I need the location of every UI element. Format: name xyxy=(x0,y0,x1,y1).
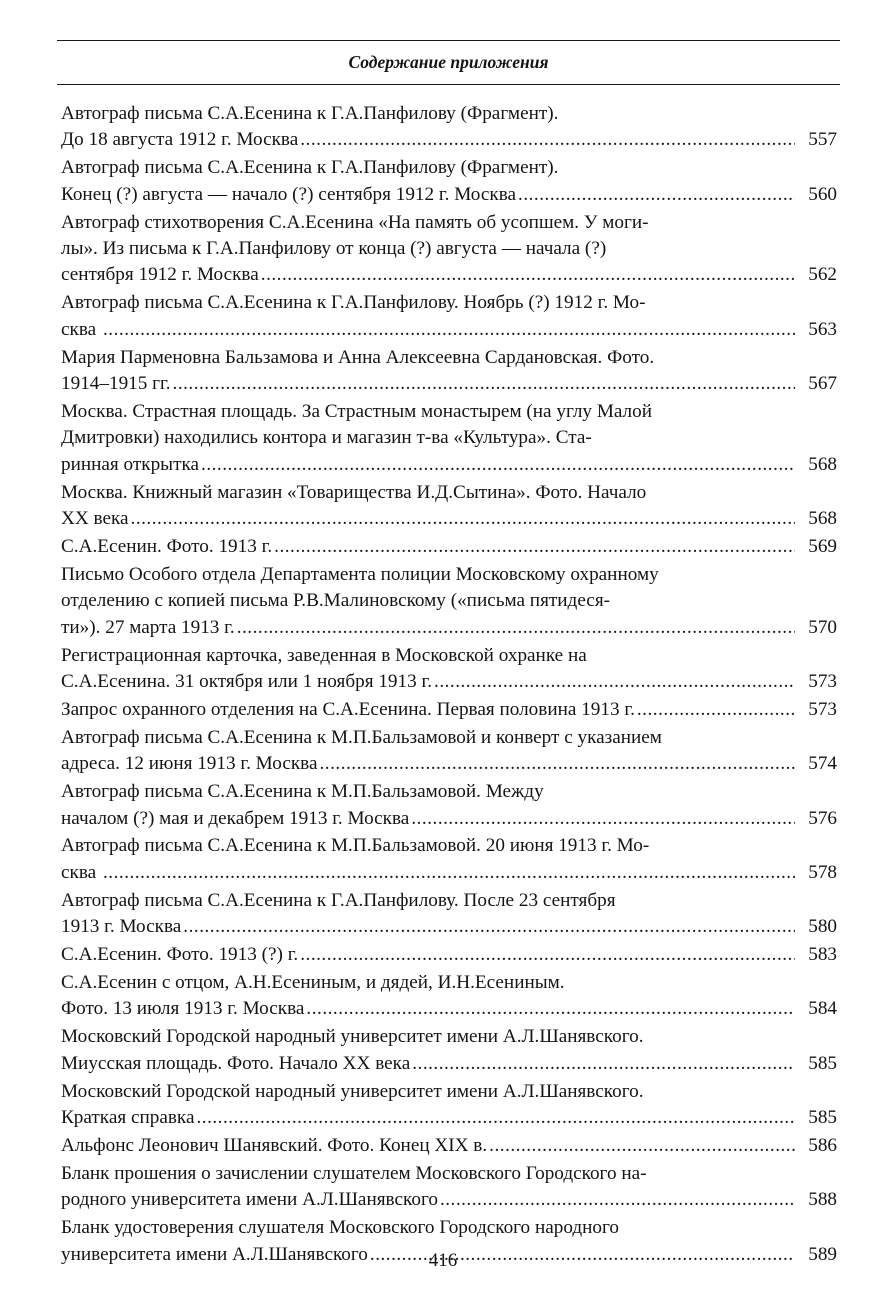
dot-leader xyxy=(131,506,795,532)
toc-entry-line: Автограф письма С.А.Есенина к Г.А.Панфилову. Ноябрь (?) 1912 г. Мо- xyxy=(61,292,646,314)
header-underline-rule xyxy=(57,84,840,85)
toc-entry-last-line xyxy=(61,697,837,723)
toc-entry-title-end: До 18 августа 1912 г. Москва xyxy=(61,129,299,151)
toc-entry-line: Автограф письма С.А.Есенина к Г.А.Панфилову (Фрагмент). xyxy=(61,157,559,179)
toc-entry-title-end: Краткая справка xyxy=(61,1107,195,1129)
toc-entry-page: 589 xyxy=(808,1243,837,1265)
toc-entry-title-end: XX века xyxy=(61,508,129,530)
toc-entry-page: 563 xyxy=(808,318,837,340)
dot-leader xyxy=(489,1133,795,1159)
dot-leader xyxy=(103,317,795,343)
dot-leader xyxy=(518,182,795,208)
dot-leader xyxy=(434,669,795,695)
dot-leader xyxy=(300,942,795,968)
toc-entry-page: 560 xyxy=(808,183,837,205)
toc-entry-page: 569 xyxy=(808,536,837,557)
toc-entry-title-end: 1914–1915 гг. xyxy=(61,373,171,395)
toc-entry-line: Московский Городской народный университет имени А.Л.Шанявского. xyxy=(61,1080,644,1102)
toc-entry-last-line xyxy=(61,1105,837,1131)
toc-entry-last-line xyxy=(61,182,837,208)
toc-entry-line: лы». Из письма к Г.А.Панфилову от конца (?) августа — начала (?) xyxy=(61,238,607,260)
toc-entry-last-line xyxy=(61,371,837,397)
toc-entry-page: 585 xyxy=(808,1052,837,1074)
toc-entry-line: Москва. Книжный магазин «Товарищества И.Д.Сытина». Фото. Начало xyxy=(61,481,647,503)
toc-entry-last-line xyxy=(61,996,837,1022)
toc-entry-line: С.А.Есенин с отцом, А.Н.Есениным, и дядей, И.Н.Есениным. xyxy=(61,972,565,993)
toc-entry-last-line xyxy=(61,534,837,560)
toc-entry-title-end: родного университета имени А.Л.Шанявского xyxy=(61,1189,438,1211)
toc-entry-line: Москва. Страстная площадь. За Страстным монастырем (на углу Малой xyxy=(61,400,652,422)
toc-entry-page: 576 xyxy=(808,807,837,829)
dot-leader xyxy=(300,127,795,153)
toc-entry-title-end: началом (?) мая и декабрем 1913 г. Москва xyxy=(61,807,410,829)
toc-entry-title-end: Конец (?) августа — начало (?) сентября 1912 г. Москва xyxy=(61,183,517,205)
toc-entry-last-line xyxy=(61,1187,837,1213)
toc-entry xyxy=(61,833,837,886)
dot-leader xyxy=(440,1187,795,1213)
toc-entry xyxy=(61,888,837,941)
toc-entry-last-line xyxy=(61,127,837,153)
toc-entry-title-end: ти»). 27 марта 1913 г. xyxy=(61,616,235,638)
toc-entry-line: Автограф письма С.А.Есенина к Г.А.Панфилову (Фрагмент). xyxy=(61,103,559,124)
dot-leader xyxy=(183,914,795,940)
dot-leader xyxy=(306,996,795,1022)
toc-entry xyxy=(61,779,837,832)
toc-entry xyxy=(61,970,837,1023)
toc-entry-page: 568 xyxy=(808,453,837,475)
toc-entry-last-line: сква ..... 578 xyxy=(101,860,837,886)
toc-entry xyxy=(61,399,837,478)
toc-entry-line: Дмитровки) находились контора и магазин т-ва «Культура». Ста- xyxy=(61,427,592,449)
toc-entry xyxy=(61,1024,837,1077)
toc-entry xyxy=(61,480,837,533)
toc-entry-title-end: Альфонс Леонович Шанявский. Фото. Конец XIX в. xyxy=(61,1134,488,1156)
toc-entry xyxy=(61,534,837,560)
toc-entry-line: Регистрационная карточка, заведенная в Московской охранке на xyxy=(61,644,587,666)
toc-entry-line: Автограф письма С.А.Есенина к М.П.Бальзамовой и конверт с указанием xyxy=(61,726,662,748)
toc-entry-page: 583 xyxy=(808,944,837,966)
toc-entry-last-line xyxy=(61,669,837,695)
toc-entry-page: 586 xyxy=(808,1134,837,1156)
dot-leader xyxy=(201,452,795,478)
toc-entry xyxy=(61,643,837,696)
toc-entry xyxy=(61,1161,837,1214)
toc-entry-last-line xyxy=(61,914,837,940)
dot-leader xyxy=(196,1105,795,1131)
toc-entry xyxy=(61,697,837,723)
toc-entry-title-end: С.А.Есенин. Фото. 1913 (?) г. xyxy=(61,944,299,966)
toc-entry-last-line: сква ..... 563 xyxy=(101,317,837,343)
toc-entry-page: 562 xyxy=(808,264,837,286)
toc-entry-last-line xyxy=(61,1133,837,1159)
top-rule xyxy=(57,40,840,41)
toc-entry xyxy=(61,942,837,968)
toc-entry-line: Бланк прошения о зачислении слушателем Московского Городского на- xyxy=(61,1162,647,1184)
table-of-contents xyxy=(61,101,837,1269)
toc-entry-page: 568 xyxy=(808,508,837,530)
toc-entry xyxy=(61,1079,837,1132)
toc-entry-last-line xyxy=(61,615,837,641)
toc-entry-page: 567 xyxy=(808,373,837,395)
toc-entry xyxy=(61,345,837,398)
toc-entry-title-end: сентября 1912 г. Москва xyxy=(61,264,259,286)
toc-entry-page: 585 xyxy=(808,1107,837,1129)
toc-entry xyxy=(61,210,837,289)
toc-entry-line: Автограф письма С.А.Есенина к М.П.Бальзамовой. 20 июня 1913 г. Мо- xyxy=(61,835,650,857)
toc-entry-line: Автограф письма С.А.Есенина к М.П.Бальзамовой. Между xyxy=(61,781,544,803)
toc-entry-title-end: Миусская площадь. Фото. Начало XX века xyxy=(61,1052,411,1074)
dot-leader xyxy=(411,806,795,832)
toc-entry-page: 557 xyxy=(808,129,837,151)
toc-entry-title-end: С.А.Есенина. 31 октября или 1 ноября 1913 г. xyxy=(61,671,433,693)
dot-leader xyxy=(173,371,795,397)
toc-entry-page: 580 xyxy=(808,916,837,938)
toc-entry xyxy=(61,562,837,641)
dot-leader xyxy=(261,262,795,288)
toc-entry-line: Бланк удостоверения слушателя Московского Городского народного xyxy=(61,1217,619,1239)
toc-entry-line: Московский Городской народный университет имени А.Л.Шанявского. xyxy=(61,1026,644,1048)
dot-leader xyxy=(274,534,795,560)
toc-entry-last-line xyxy=(61,751,837,777)
dot-leader xyxy=(103,860,795,886)
page-number: 416 xyxy=(428,1250,458,1271)
toc-entry-last-line xyxy=(61,506,837,532)
dot-leader xyxy=(237,615,795,641)
dot-leader xyxy=(637,697,795,723)
toc-entry-title-end: С.А.Есенин. Фото. 1913 г. xyxy=(61,536,273,557)
toc-entry-page: 574 xyxy=(808,753,837,775)
toc-entry-last-line xyxy=(61,452,837,478)
toc-entry-page: 573 xyxy=(808,671,837,693)
toc-entry xyxy=(61,1133,837,1159)
toc-entry-page: 573 xyxy=(808,698,837,720)
toc-entry-line: отделению с копией письма Р.В.Малиновскому («письма пятидеся- xyxy=(61,590,611,612)
toc-entry-title-end: Запрос охранного отделения на С.А.Есенина. Первая половина 1913 г. xyxy=(61,698,635,720)
toc-entry-page: 578 xyxy=(808,861,837,883)
toc-entry-last-line xyxy=(61,806,837,832)
toc-entry-page: 588 xyxy=(808,1189,837,1211)
toc-entry xyxy=(61,725,837,778)
toc-entry-page: 584 xyxy=(808,998,837,1020)
toc-entry-line: Автограф стихотворения С.А.Есенина «На память об усопшем. У моги- xyxy=(61,211,649,233)
toc-entry-title-end: адреса. 12 июня 1913 г. Москва xyxy=(61,753,318,775)
dot-leader xyxy=(320,751,796,777)
toc-entry xyxy=(61,290,837,343)
toc-entry-last-line xyxy=(61,1051,837,1077)
toc-entry xyxy=(61,101,837,154)
toc-entry-title-end: 1913 г. Москва xyxy=(61,916,182,938)
dot-leader xyxy=(412,1051,795,1077)
toc-entry-page: 570 xyxy=(808,616,837,638)
running-header-title: Содержание приложения xyxy=(348,52,549,72)
toc-entry-last-line xyxy=(61,942,837,968)
toc-entry-title-end: ринная открытка xyxy=(61,453,200,475)
toc-entry xyxy=(61,155,837,208)
toc-entry-title-end: Фото. 13 июля 1913 г. Москва xyxy=(61,998,305,1020)
toc-entry-line: Автограф письма С.А.Есенина к Г.А.Панфилову. После 23 сентября xyxy=(61,889,616,911)
toc-entry-line: Мария Парменовна Бальзамова и Анна Алексеевна Сардановская. Фото. xyxy=(61,346,655,368)
toc-entry-last-line xyxy=(61,262,837,288)
toc-entry-title-end: университета имени А.Л.Шанявского xyxy=(61,1243,368,1265)
toc-entry-line: Письмо Особого отдела Департамента полиции Московскому охранному xyxy=(61,563,659,585)
